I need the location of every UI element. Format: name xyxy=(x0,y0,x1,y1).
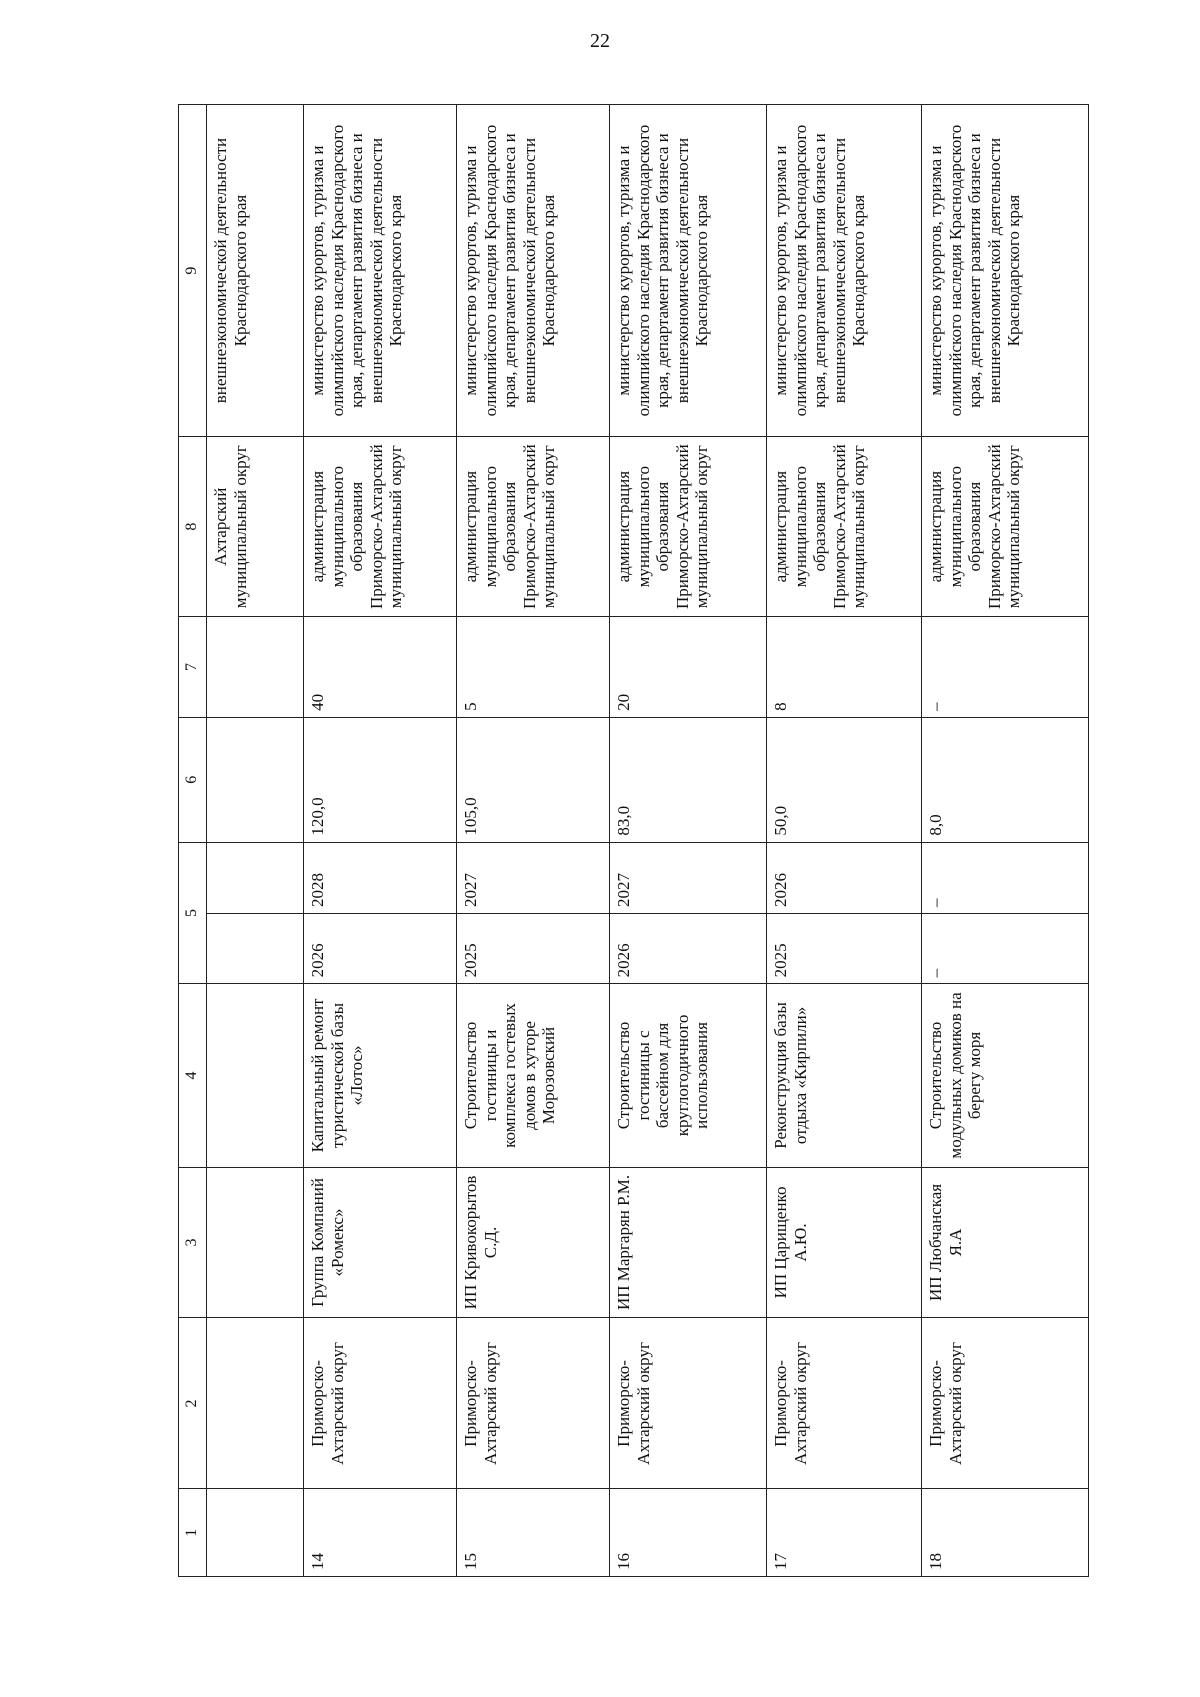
jobs-cell: 5 xyxy=(457,617,610,718)
jobs-cell: 40 xyxy=(304,617,457,718)
ministry-cell: министерство курортов, туризма и олимпийского наследия Краснодарского края, департамент развития бизнеса и внешнеэкономической деятельности Краснодарского края xyxy=(610,105,767,437)
cost-cell: 120,0 xyxy=(304,717,457,842)
district-cell: Приморско-Ахтарский округ xyxy=(610,1318,767,1489)
header-row xyxy=(179,105,207,1577)
project-cell: Строительство гостиницы и комплекса гостевых домов в хуторе Морозовский xyxy=(457,984,610,1167)
end-year-cell: 2027 xyxy=(610,842,767,913)
district-cell: Приморско-Ахтарский округ xyxy=(457,1318,610,1489)
jobs-cell: 8 xyxy=(767,617,922,718)
investment-projects-table xyxy=(178,104,1089,1577)
administration-cell: администрация муниципального образования Приморско-Ахтарский муниципальный округ xyxy=(457,437,610,617)
header-col-3: 3 xyxy=(179,1167,207,1318)
cost-cell: 50,0 xyxy=(767,717,922,842)
start-year-cell: 2026 xyxy=(304,913,457,983)
ministry-cell: министерство курортов, туризма и олимпийского наследия Краснодарского края, департамент развития бизнеса и внешнеэкономической деятельности Краснодарского края xyxy=(457,105,610,437)
table-row xyxy=(922,105,1089,1577)
row-number: 18 xyxy=(922,1489,1089,1577)
row-number: 14 xyxy=(304,1489,457,1577)
continuation-row xyxy=(207,105,304,1577)
projects-table-container xyxy=(178,104,1088,1577)
administration-cell: администрация муниципального образования Приморско-Ахтарский муниципальный округ xyxy=(304,437,457,617)
ministry-cell: министерство курортов, туризма и олимпийского наследия Краснодарского края, департамент развития бизнеса и внешнеэкономической деятельности Краснодарского края xyxy=(767,105,922,437)
table-row xyxy=(610,105,767,1577)
start-year-cell: 2025 xyxy=(457,913,610,983)
start-year-cell: – xyxy=(922,913,1089,983)
cost-cell: 83,0 xyxy=(610,717,767,842)
header-col-6: 6 xyxy=(179,717,207,842)
header-col-1: 1 xyxy=(179,1489,207,1577)
administration-cell: администрация муниципального образования Приморско-Ахтарский муниципальный округ xyxy=(610,437,767,617)
row-number: 17 xyxy=(767,1489,922,1577)
administration-cell: администрация муниципального образования Приморско-Ахтарский муниципальный округ xyxy=(767,437,922,617)
continuation-ministry: внешнеэкономической деятельности Краснодарского края xyxy=(207,105,304,437)
ministry-cell: министерство курортов, туризма и олимпийского наследия Краснодарского края, департамент развития бизнеса и внешнеэкономической деятельности Краснодарского края xyxy=(922,105,1089,437)
header-col-9: 9 xyxy=(179,105,207,437)
table-row xyxy=(767,105,922,1577)
header-col-8: 8 xyxy=(179,437,207,617)
project-cell: Строительство гостиницы с бассейном для круглогодичного использования xyxy=(610,984,767,1167)
district-cell: Приморско-Ахтарский округ xyxy=(922,1318,1089,1489)
jobs-cell: – xyxy=(922,617,1089,718)
continuation-admin: Ахтарский муниципальный округ xyxy=(207,437,304,617)
header-col-2: 2 xyxy=(179,1318,207,1489)
cost-cell: 8,0 xyxy=(922,717,1089,842)
row-number: 15 xyxy=(457,1489,610,1577)
project-cell: Реконструкция базы отдыха «Кирпили» xyxy=(767,984,922,1167)
investor-cell: Группа Компаний «Ромекс» xyxy=(304,1167,457,1318)
header-col-7: 7 xyxy=(179,617,207,718)
ministry-cell: министерство курортов, туризма и олимпийского наследия Краснодарского края, департамент развития бизнеса и внешнеэкономической деятельности Краснодарского края xyxy=(304,105,457,437)
end-year-cell: 2026 xyxy=(767,842,922,913)
investor-cell: ИП Любчанская Я.А xyxy=(922,1167,1089,1318)
district-cell: Приморско-Ахтарский округ xyxy=(304,1318,457,1489)
start-year-cell: 2026 xyxy=(610,913,767,983)
jobs-cell: 20 xyxy=(610,617,767,718)
table-row xyxy=(457,105,610,1577)
investor-cell: ИП Маргарян Р.М. xyxy=(610,1167,767,1318)
end-year-cell: – xyxy=(922,842,1089,913)
page-number: 22 xyxy=(590,30,610,52)
end-year-cell: 2027 xyxy=(457,842,610,913)
end-year-cell: 2028 xyxy=(304,842,457,913)
project-cell: Строительство модульных домиков на берегу моря xyxy=(922,984,1089,1167)
row-number: 16 xyxy=(610,1489,767,1577)
header-col-4: 4 xyxy=(179,984,207,1167)
cost-cell: 105,0 xyxy=(457,717,610,842)
investor-cell: ИП Царищенко А.Ю. xyxy=(767,1167,922,1318)
table-row xyxy=(304,105,457,1577)
start-year-cell: 2025 xyxy=(767,913,922,983)
administration-cell: администрация муниципального образования Приморско-Ахтарский муниципальный округ xyxy=(922,437,1089,617)
project-cell: Капитальный ремонт туристической базы «Лотос» xyxy=(304,984,457,1167)
header-col-5: 5 xyxy=(179,842,207,984)
investor-cell: ИП Кривокорытов С.Д. xyxy=(457,1167,610,1318)
district-cell: Приморско-Ахтарский округ xyxy=(767,1318,922,1489)
